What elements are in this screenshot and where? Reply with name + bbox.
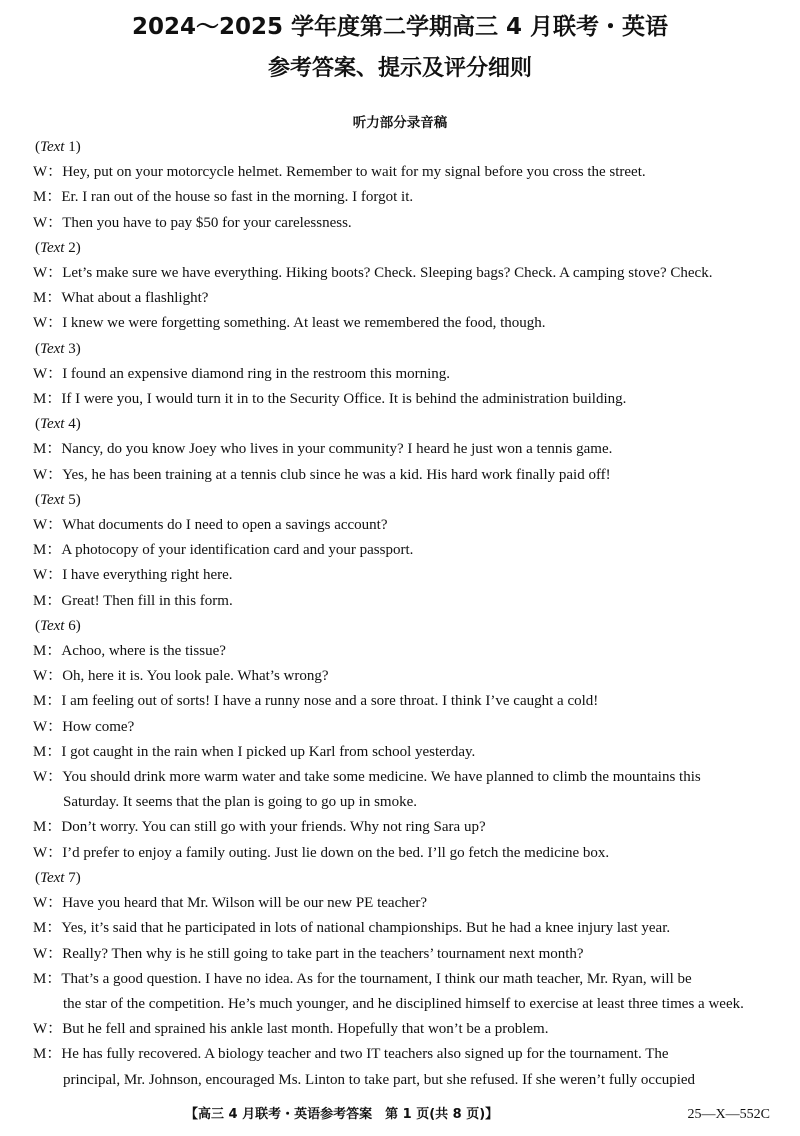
text-label: (Text 1): [35, 139, 81, 155]
speaker-tag: W: [33, 844, 48, 861]
dialogue-line: M：Nancy, do you know Joey who lives in your community? I heard he just won a tennis game.: [33, 437, 773, 462]
dialogue-text: Let’s make sure we have everything. Hiking boots? Check. Sleeping bags? Check. A camping stove? Check.: [62, 265, 713, 282]
text-label: (Text 7): [35, 869, 81, 886]
speaker-tag: W: [33, 315, 48, 332]
dialogue-text: I’d prefer to enjoy a family outing. Just lie down on the bed. I’ll go fetch the medicine box.: [62, 844, 610, 861]
speaker-tag: W: [33, 365, 48, 382]
dialogue-line: W：Really? Then why is he still going to take part in the teachers’ tournament next month?: [33, 942, 773, 967]
page-footer: [0, 1104, 800, 1126]
dialogue-text: You should drink more warm water and take some medicine. We have planned to climb the mountains this: [62, 769, 701, 786]
dialogue-text: I got caught in the rain when I picked up Karl from school yesterday.: [61, 743, 476, 760]
dialogue-text: I found an expensive diamond ring in the restroom this morning.: [62, 365, 451, 382]
speaker-tag: W: [33, 668, 48, 685]
dialogue-line: M：Er. I ran out of the house so fast in the morning. I forgot it.: [33, 185, 773, 210]
dialogue-line: W：Then you have to pay $50 for your carelessness.: [33, 211, 773, 236]
document-title: 2024～2025 学年度第二学期高三 4 月联考・英语: [131, 14, 669, 40]
dialogue-line: W：I knew we were forgetting something. At least we remembered the food, though.: [33, 311, 773, 336]
dialogue-text: What about a flashlight?: [61, 290, 209, 307]
speaker-tag: M: [33, 290, 47, 307]
dialogue-line: W：But he fell and sprained his ankle last month. Hopefully that won’t be a problem.: [33, 1017, 773, 1042]
dialogue-line: W：Let’s make sure we have everything. Hiking boots? Check. Sleeping bags? Check. A camping stove? Check.: [33, 261, 773, 286]
speaker-tag: W: [33, 769, 48, 786]
dialogue-line: W：How come?: [33, 715, 773, 740]
dialogue-line: M：A photocopy of your identification card and your passport.: [33, 538, 773, 563]
dialogue-text: If I were you, I would turn it in to the Security Office. It is behind the administration building.: [61, 391, 627, 408]
speaker-tag: M: [33, 920, 47, 937]
speaker-tag: W: [33, 164, 48, 181]
speaker-tag: M: [33, 1046, 47, 1063]
speaker-tag: M: [33, 441, 47, 458]
speaker-tag: M: [33, 643, 47, 660]
dialogue-text: What documents do I need to open a savings account?: [62, 517, 388, 534]
dialogue-line: W：I found an expensive diamond ring in the restroom this morning.: [33, 362, 773, 387]
speaker-tag: W: [33, 1021, 48, 1038]
speaker-tag: W: [33, 718, 48, 735]
dialogue-line: W：You should drink more warm water and take some medicine. We have planned to climb the mountains this: [33, 765, 773, 790]
speaker-tag: W: [33, 214, 48, 231]
speaker-tag: M: [33, 391, 47, 408]
dialogue-text: Great! Then fill in this form.: [61, 592, 233, 609]
dialogue-text: Don’t worry. You can still go with your friends. Why not ring Sara up?: [61, 819, 486, 836]
footer-label: 【高三 4 月联考・英语参考答案 第 1 页(共 8 页)】: [185, 1107, 499, 1122]
dialogue-text: A photocopy of your identification card and your passport.: [61, 542, 414, 559]
text-label: (Text 4): [35, 416, 81, 433]
dialogue-text: But he fell and sprained his ankle last month. Hopefully that won’t be a problem.: [62, 1021, 549, 1038]
dialogue-line: M：If I were you, I would turn it in to the Security Office. It is behind the administration building.: [33, 387, 773, 412]
dialogue-line: M：Yes, it’s said that he participated in lots of national championships. But he had a knee injury last year.: [33, 916, 773, 941]
speaker-tag: W: [33, 265, 48, 282]
speaker-tag: M: [33, 819, 47, 836]
dialogue-line: W：I’d prefer to enjoy a family outing. Just lie down on the bed. I’ll go fetch the medicine box.: [33, 841, 773, 866]
section-title: 听力部分录音稿: [352, 115, 448, 131]
dialogue-continuation: the star of the competition. He’s much younger, and he disciplined himself to exercise at least three times a week.: [63, 995, 744, 1012]
dialogue-text: I have everything right here.: [62, 567, 233, 584]
speaker-tag: M: [33, 743, 47, 760]
speaker-tag: M: [33, 592, 47, 609]
text-label: (Text 5): [35, 491, 81, 508]
text-label: (Text 6): [35, 617, 81, 634]
dialogue-text: Er. I ran out of the house so fast in the morning. I forgot it.: [61, 189, 414, 206]
dialogue-text: Nancy, do you know Joey who lives in your community? I heard he just won a tennis game.: [61, 441, 613, 458]
speaker-tag: W: [33, 517, 48, 534]
dialogue-text: Then you have to pay $50 for your carelessness.: [62, 214, 352, 231]
text-label: (Text 3): [35, 340, 81, 357]
footer-code: 25—X—552C: [687, 1107, 770, 1122]
dialogue-text: He has fully recovered. A biology teacher and two IT teachers also signed up for the tournament. The: [61, 1046, 669, 1063]
speaker-tag: M: [33, 189, 47, 206]
dialogue-line: M：I am feeling out of sorts! I have a runny nose and a sore throat. I think I’ve caught a cold!: [33, 689, 773, 714]
dialogue-line: M：Great! Then fill in this form.: [33, 589, 773, 614]
speaker-tag: W: [33, 567, 48, 584]
dialogue-line: M：He has fully recovered. A biology teacher and two IT teachers also signed up for the tournament. The: [33, 1042, 773, 1067]
dialogue-line: M：What about a flashlight?: [33, 286, 773, 311]
speaker-tag: W: [33, 466, 48, 483]
text-label: (Text 2): [35, 239, 81, 256]
speaker-tag: M: [33, 693, 47, 710]
dialogue-line: M：That’s a good question. I have no idea. As for the tournament, I think our math teacher, Mr. Ryan, will be: [33, 967, 773, 992]
dialogue-line: W：Oh, here it is. You look pale. What’s wrong?: [33, 664, 773, 689]
dialogue-line: W：Yes, he has been training at a tennis club since he was a kid. His hard work finally paid off!: [33, 463, 773, 488]
document-subtitle: 参考答案、提示及评分细则: [267, 56, 532, 81]
dialogue-text: Achoo, where is the tissue?: [61, 643, 226, 660]
dialogue-text: I am feeling out of sorts! I have a runny nose and a sore throat. I think I’ve caught a cold!: [61, 693, 599, 710]
speaker-tag: W: [33, 945, 48, 962]
dialogue-text: How come?: [62, 718, 135, 735]
dialogue-text: Hey, put on your motorcycle helmet. Remember to wait for my signal before you cross the street.: [62, 164, 646, 181]
dialogue-continuation: principal, Mr. Johnson, encouraged Ms. Linton to take part, but she refused. If she weren’t fully occupied: [63, 1071, 696, 1088]
transcript-body: [33, 135, 773, 1093]
dialogue-line: W：Hey, put on your motorcycle helmet. Remember to wait for my signal before you cross the street.: [33, 160, 773, 185]
dialogue-text: Have you heard that Mr. Wilson will be our new PE teacher?: [62, 895, 428, 912]
dialogue-continuation: Saturday. It seems that the plan is going to go up in smoke.: [63, 794, 417, 811]
speaker-tag: M: [33, 970, 47, 987]
dialogue-text: Really? Then why is he still going to take part in the teachers’ tournament next month?: [62, 945, 584, 962]
dialogue-line: W：Have you heard that Mr. Wilson will be our new PE teacher?: [33, 891, 773, 916]
dialogue-line: W：What documents do I need to open a savings account?: [33, 513, 773, 538]
dialogue-text: Yes, he has been training at a tennis club since he was a kid. His hard work finally paid off!: [62, 466, 611, 483]
dialogue-text: That’s a good question. I have no idea. As for the tournament, I think our math teacher, Mr. Ryan, will be: [61, 970, 692, 987]
speaker-tag: M: [33, 542, 47, 559]
dialogue-line: M：Achoo, where is the tissue?: [33, 639, 773, 664]
dialogue-text: I knew we were forgetting something. At least we remembered the food, though.: [62, 315, 546, 332]
dialogue-text: Yes, it’s said that he participated in lots of national championships. But he had a knee injury last year.: [61, 920, 671, 937]
dialogue-line: W：I have everything right here.: [33, 563, 773, 588]
dialogue-line: M：Don’t worry. You can still go with your friends. Why not ring Sara up?: [33, 815, 773, 840]
speaker-tag: W: [33, 895, 48, 912]
dialogue-text: Oh, here it is. You look pale. What’s wrong?: [62, 668, 329, 685]
dialogue-line: M：I got caught in the rain when I picked up Karl from school yesterday.: [33, 740, 773, 765]
